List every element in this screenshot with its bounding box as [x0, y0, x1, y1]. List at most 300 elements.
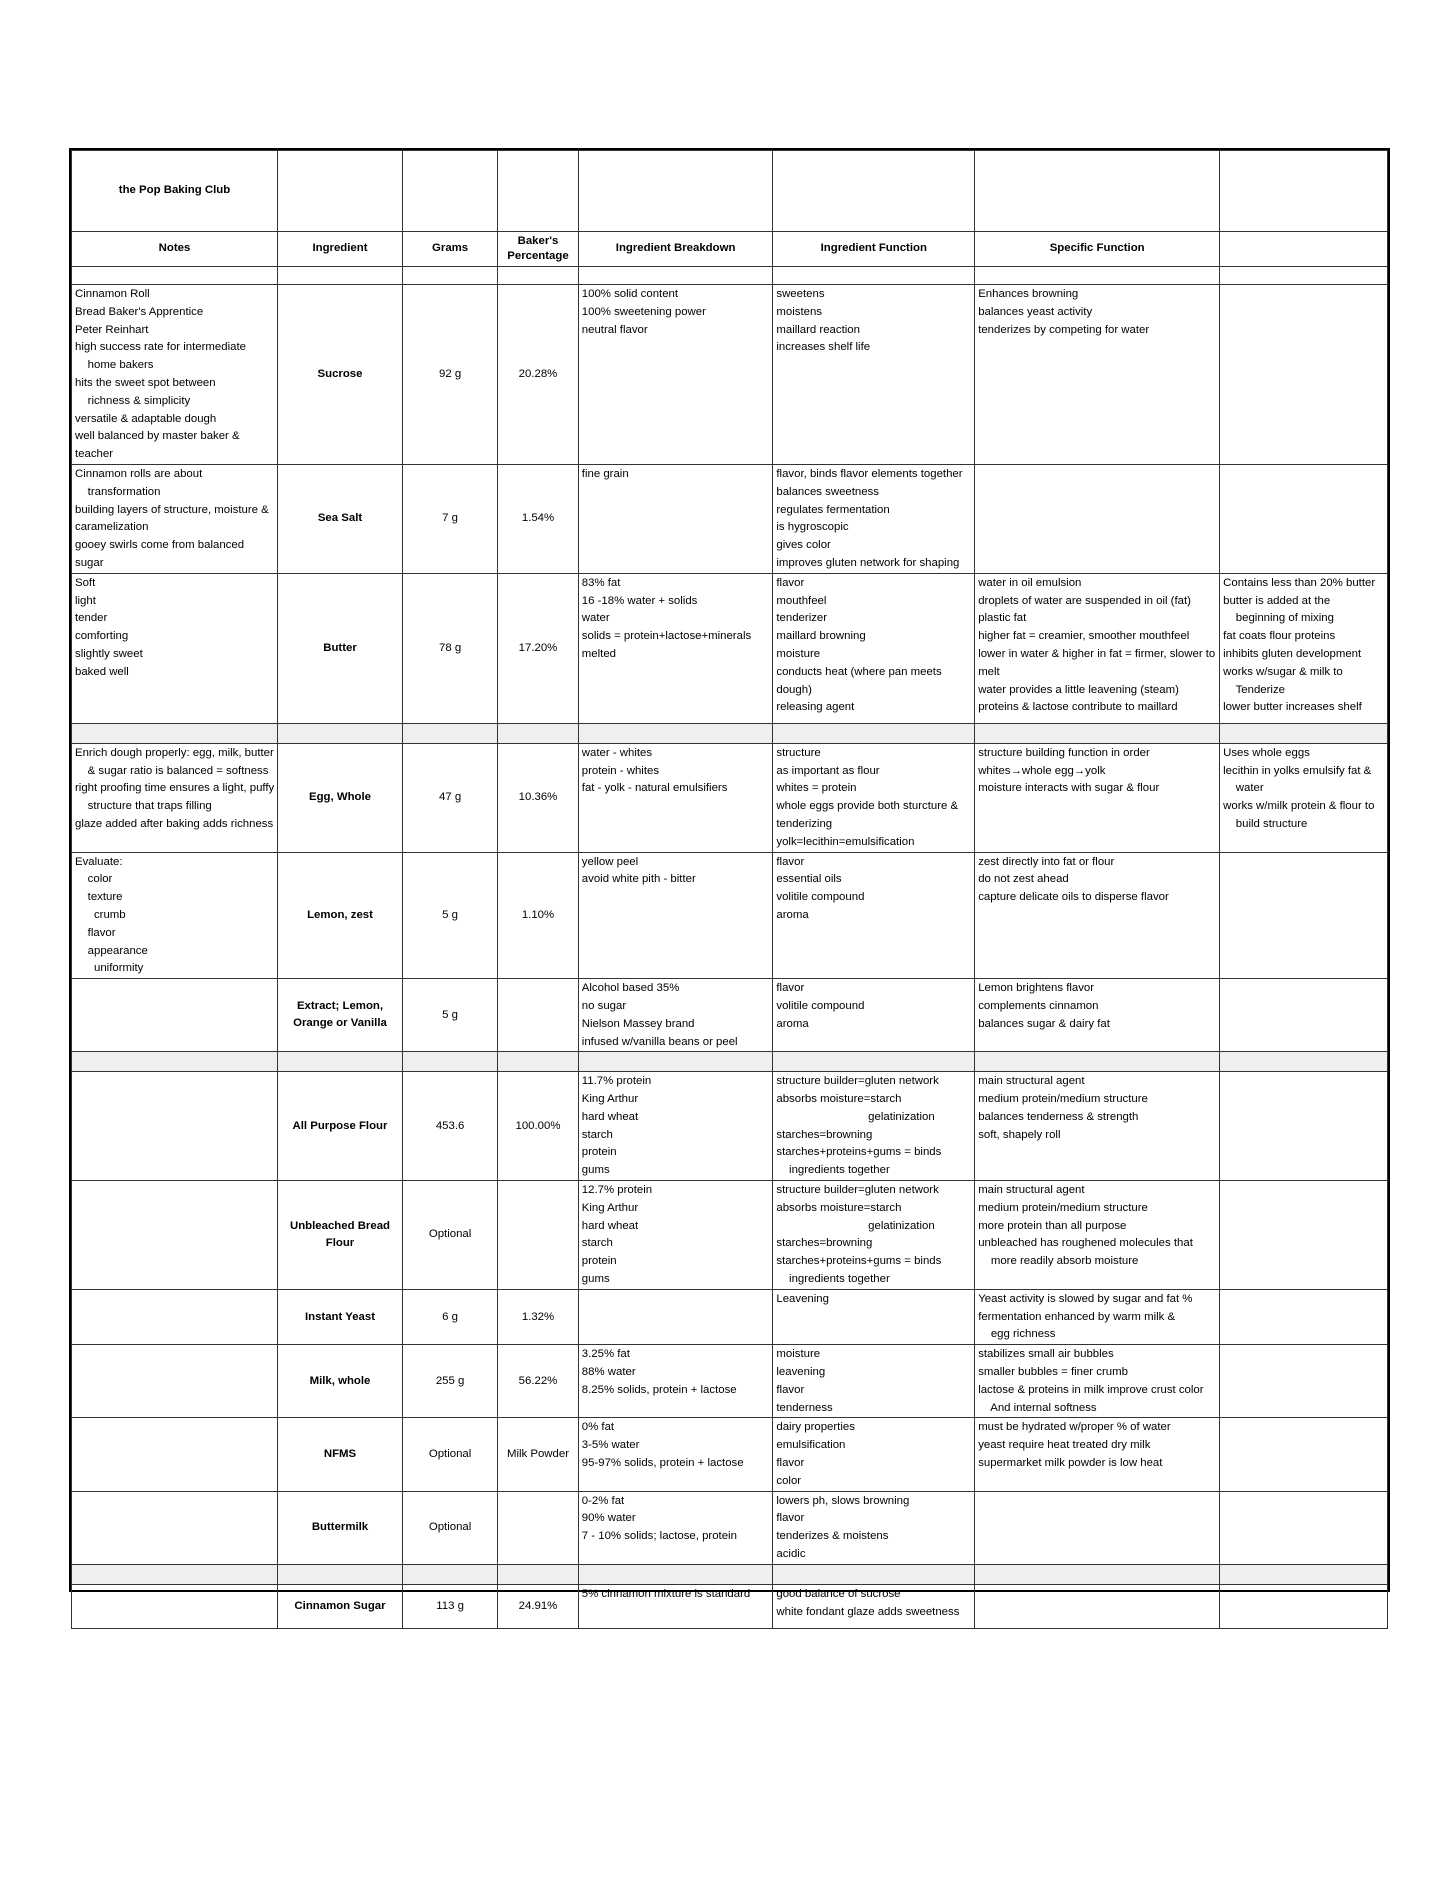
function-cell-line: flavor — [776, 576, 805, 589]
function-cell-line: flavor — [776, 1383, 805, 1396]
function-cell-line: absorbs moisture=starch — [776, 1201, 902, 1214]
notes-cell-line: & sugar ratio is balanced = softness — [75, 764, 269, 777]
function-cell-line: structure builder=gluten network — [776, 1184, 939, 1197]
notes-cell-line: flavor — [75, 926, 116, 939]
function-cell-line: acidic — [776, 1548, 806, 1561]
specific-function-cell-line: water provides a little leavening (steam) — [978, 683, 1179, 696]
specific-function-cell-line: smaller bubbles = finer crumb — [978, 1366, 1128, 1379]
extra-notes-cell — [1220, 979, 1388, 1052]
extra-notes-cell — [1220, 1072, 1388, 1181]
function-cell-line: ingredients together — [776, 1164, 890, 1177]
ingredient-cell: Sea Salt — [277, 464, 402, 573]
breakdown-cell-line: starch — [581, 1237, 613, 1250]
table-row — [72, 573, 1388, 723]
function-cell — [773, 1491, 975, 1564]
bakers-percentage-cell — [498, 979, 579, 1052]
function-cell-line: tenderizing — [776, 817, 833, 830]
notes-cell — [72, 1584, 278, 1628]
notes-cell-line: color — [75, 873, 113, 886]
specific-function-cell — [975, 852, 1220, 979]
specific-function-cell-line: do not zest ahead — [978, 873, 1069, 886]
specific-function-cell — [975, 1491, 1220, 1564]
breakdown-cell-line: 3-5% water — [581, 1439, 640, 1452]
notes-cell-line: Evaluate: — [75, 855, 123, 868]
function-cell-line: yolk=lecithin=emulsification — [776, 835, 915, 848]
bakers-percentage-cell — [498, 1491, 579, 1564]
extra-notes-cell — [1220, 1491, 1388, 1564]
extra-notes-cell — [1220, 1289, 1388, 1344]
notes-cell — [72, 1072, 278, 1181]
specific-function-cell-line: more readily absorb moisture — [978, 1255, 1139, 1268]
extra-notes-cell — [1220, 1418, 1388, 1491]
function-cell-line: increases shelf life — [776, 341, 871, 354]
function-cell-line: regulates fermentation — [776, 503, 890, 516]
bakers-percentage-cell: 20.28% — [498, 285, 579, 465]
function-cell-line: tenderness — [776, 1401, 833, 1414]
ingredient-cell: Unbleached Bread Flour — [277, 1181, 402, 1290]
specific-function-cell-line: main structural agent — [978, 1184, 1085, 1197]
extra-notes-cell — [1220, 1181, 1388, 1290]
function-cell-line: moisture — [776, 1348, 821, 1361]
grams-cell: 92 g — [403, 285, 498, 465]
breakdown-cell — [578, 743, 773, 852]
bakers-percentage-cell: 17.20% — [498, 573, 579, 723]
function-cell-line: whites = protein — [776, 782, 857, 795]
extra-notes-cell-line: inhibits gluten development — [1223, 647, 1362, 660]
function-cell-line: flavor — [776, 1512, 805, 1525]
ingredient-cell: Milk, whole — [277, 1345, 402, 1418]
specific-function-cell-line: higher fat = creamier, smoother mouthfeel — [978, 630, 1190, 643]
function-cell-line: releasing agent — [776, 701, 855, 714]
specific-function-cell-line: egg richness — [978, 1328, 1056, 1341]
grams-cell: 255 g — [403, 1345, 498, 1418]
function-cell — [773, 1072, 975, 1181]
breakdown-cell-line: neutral flavor — [581, 323, 648, 336]
table-row — [72, 852, 1388, 979]
specific-function-cell — [975, 573, 1220, 723]
function-cell-line: essential oils — [776, 873, 842, 886]
header-ingredient-function: Ingredient Function — [773, 232, 975, 267]
function-cell-line: starches+proteins+gums = binds — [776, 1146, 942, 1159]
function-cell-line: tenderizes & moistens — [776, 1530, 889, 1543]
table-row — [72, 1289, 1388, 1344]
specific-function-cell — [975, 1181, 1220, 1290]
notes-cell — [72, 743, 278, 852]
function-cell-line: mouthfeel — [776, 594, 827, 607]
specific-function-cell-line: droplets of water are suspended in oil (fat) — [978, 594, 1191, 607]
breakdown-cell-line: gums — [581, 1164, 610, 1177]
grams-cell: 453.6 — [403, 1072, 498, 1181]
breakdown-cell-line: gums — [581, 1273, 610, 1286]
specific-function-cell-line: plastic fat — [978, 612, 1027, 625]
header-bakers-percentage: Baker's Percentage — [498, 232, 579, 267]
ingredient-cell: Instant Yeast — [277, 1289, 402, 1344]
specific-function-cell-line: stabilizes small air bubbles — [978, 1348, 1114, 1361]
notes-cell-line: Soft — [75, 576, 96, 589]
function-cell-line: flavor — [776, 855, 805, 868]
table-row — [72, 1418, 1388, 1491]
extra-notes-cell — [1220, 573, 1388, 723]
header-blank — [1220, 232, 1388, 267]
breakdown-cell-line: hard wheat — [581, 1110, 639, 1123]
extra-notes-cell-line: Tenderize — [1223, 683, 1285, 696]
extra-notes-cell-line: Uses whole eggs — [1223, 746, 1310, 759]
breakdown-cell — [578, 852, 773, 979]
ingredient-table — [71, 150, 1388, 1629]
breakdown-cell-line: fine grain — [581, 467, 629, 480]
bakers-percentage-cell: 24.91% — [498, 1584, 579, 1628]
ingredient-cell: Egg, Whole — [277, 743, 402, 852]
function-cell-line: white fondant glaze adds sweetness — [776, 1605, 960, 1618]
function-cell-line: maillard reaction — [776, 323, 860, 336]
notes-cell-line: well balanced by master baker & — [75, 430, 240, 443]
notes-cell-line: light — [75, 594, 96, 607]
breakdown-cell — [578, 1345, 773, 1418]
breakdown-cell-line: water - whites — [581, 746, 653, 759]
notes-cell-line: Bread Baker's Apprentice — [75, 305, 204, 318]
bakers-percentage-cell: 1.54% — [498, 464, 579, 573]
grams-cell: Optional — [403, 1181, 498, 1290]
function-cell-line: moisture — [776, 647, 821, 660]
extra-notes-cell-line: works w/milk protein & flour to — [1223, 800, 1375, 813]
extra-notes-cell-line: beginning of mixing — [1223, 612, 1334, 625]
bakers-percentage-cell: Milk Powder — [498, 1418, 579, 1491]
ingredient-cell: Butter — [277, 573, 402, 723]
notes-cell — [72, 285, 278, 465]
ingredient-cell: Extract; Lemon, Orange or Vanilla — [277, 979, 402, 1052]
breakdown-cell — [578, 1584, 773, 1628]
breakdown-cell-line: 90% water — [581, 1512, 636, 1525]
grams-cell: 47 g — [403, 743, 498, 852]
extra-notes-cell-line: build structure — [1223, 817, 1308, 830]
header-notes: Notes — [72, 232, 278, 267]
breakdown-cell-line: 0% fat — [581, 1421, 615, 1434]
breakdown-cell — [578, 573, 773, 723]
specific-function-cell-line: soft, shapely roll — [978, 1128, 1061, 1141]
specific-function-cell-line: Yeast activity is slowed by sugar and fat % — [978, 1292, 1193, 1305]
table-row — [72, 743, 1388, 852]
notes-cell — [72, 1418, 278, 1491]
breakdown-cell-line: 12.7% protein — [581, 1184, 653, 1197]
breakdown-cell — [578, 979, 773, 1052]
breakdown-cell — [578, 1181, 773, 1290]
separator-row — [72, 1564, 1388, 1584]
breakdown-cell-line: protein - whites — [581, 764, 660, 777]
specific-function-cell — [975, 1345, 1220, 1418]
page-title: the Pop Baking Club — [72, 151, 278, 232]
specific-function-cell-line: water in oil emulsion — [978, 576, 1082, 589]
function-cell-line: lowers ph, slows browning — [776, 1494, 910, 1507]
breakdown-cell-line: yellow peel — [581, 855, 639, 868]
notes-cell-line: caramelization — [75, 521, 149, 534]
grams-cell: 7 g — [403, 464, 498, 573]
notes-cell-line: Cinnamon Roll — [75, 288, 150, 300]
breakdown-cell-line: 16 -18% water + solids — [581, 594, 698, 607]
notes-cell — [72, 1345, 278, 1418]
table-row — [72, 1345, 1388, 1418]
function-cell-line: starches=browning — [776, 1237, 873, 1250]
breakdown-cell-line: 0-2% fat — [581, 1494, 625, 1507]
notes-cell-line: texture — [75, 891, 123, 904]
function-cell-line: as important as flour — [776, 764, 880, 777]
specific-function-cell — [975, 1072, 1220, 1181]
title-row — [72, 151, 1388, 232]
function-cell — [773, 1289, 975, 1344]
specific-function-cell-line: capture delicate oils to disperse flavor — [978, 891, 1169, 904]
table-row — [72, 1491, 1388, 1564]
breakdown-cell — [578, 1072, 773, 1181]
notes-cell-line: home bakers — [75, 359, 154, 372]
extra-notes-cell — [1220, 1584, 1388, 1628]
specific-function-cell-line: more protein than all purpose — [978, 1219, 1127, 1232]
function-cell — [773, 285, 975, 465]
notes-cell-line: transformation — [75, 485, 161, 498]
specific-function-cell-line: lactose & proteins in milk improve crust color — [978, 1383, 1204, 1396]
breakdown-cell-line: fat - yolk - natural emulsifiers — [581, 782, 728, 795]
specific-function-cell — [975, 979, 1220, 1052]
extra-notes-cell — [1220, 852, 1388, 979]
separator-row — [72, 723, 1388, 743]
extra-notes-cell-line: works w/sugar & milk to — [1223, 665, 1343, 678]
notes-cell — [72, 1289, 278, 1344]
grams-cell: 5 g — [403, 979, 498, 1052]
spacer-row — [72, 267, 1388, 285]
grams-cell: 5 g — [403, 852, 498, 979]
table-row — [72, 1181, 1388, 1290]
function-cell — [773, 1181, 975, 1290]
notes-cell-line: appearance — [75, 944, 148, 957]
function-cell — [773, 852, 975, 979]
function-cell-line: volitile compound — [776, 891, 865, 904]
function-cell-line: maillard browning — [776, 630, 866, 643]
notes-cell-line: sugar — [75, 556, 104, 569]
function-cell — [773, 1345, 975, 1418]
separator-row — [72, 1052, 1388, 1072]
breakdown-cell-line: starch — [581, 1128, 613, 1141]
header-ingredient: Ingredient — [277, 232, 402, 267]
specific-function-cell-line: medium protein/medium structure — [978, 1093, 1148, 1106]
specific-function-cell-line: moisture interacts with sugar & flour — [978, 782, 1160, 795]
breakdown-cell-line: protein — [581, 1146, 617, 1159]
ingredient-cell: Lemon, zest — [277, 852, 402, 979]
notes-cell-line: structure that traps filling — [75, 800, 212, 813]
function-cell-line: leavening — [776, 1366, 826, 1379]
breakdown-cell-line: protein — [581, 1255, 617, 1268]
function-cell-line: whole eggs provide both sturcture & — [776, 800, 959, 813]
extra-notes-cell-line: Contains less than 20% butter — [1223, 576, 1376, 589]
specific-function-cell-line: tenderizes by competing for water — [978, 323, 1150, 336]
breakdown-cell-line: Alcohol based 35% — [581, 982, 680, 995]
table-row — [72, 1072, 1388, 1181]
notes-cell-line: uniformity — [75, 962, 144, 975]
bakers-percentage-cell — [498, 1181, 579, 1290]
notes-cell-line: right proofing time ensures a light, puffy — [75, 782, 275, 795]
specific-function-cell-line: fermentation enhanced by warm milk & — [978, 1310, 1176, 1323]
table-row — [72, 285, 1388, 465]
breakdown-cell-line: King Arthur — [581, 1201, 639, 1214]
specific-function-cell-line: zest directly into fat or flour — [978, 855, 1115, 868]
bakers-percentage-cell: 100.00% — [498, 1072, 579, 1181]
table-row — [72, 464, 1388, 573]
breakdown-cell-line: water — [581, 612, 610, 625]
breakdown-cell-line: 7 - 10% solids; lactose, protein — [581, 1530, 737, 1543]
header-row — [72, 232, 1388, 267]
specific-function-cell-line: balances yeast activity — [978, 305, 1093, 318]
specific-function-cell-line: Lemon brightens flavor — [978, 982, 1095, 995]
grams-cell: Optional — [403, 1418, 498, 1491]
function-cell — [773, 1584, 975, 1628]
specific-function-cell-line: structure building function in order — [978, 746, 1150, 759]
function-cell-line: structure — [776, 746, 821, 759]
notes-cell-line: Enrich dough properly: egg, milk, butter — [75, 746, 274, 759]
notes-cell-line: crumb — [75, 908, 126, 921]
function-cell-line: ingredients together — [776, 1273, 890, 1286]
function-cell-line: dairy properties — [776, 1421, 855, 1434]
breakdown-cell-line: 100% sweetening power — [581, 305, 706, 318]
function-cell-line: emulsification — [776, 1439, 846, 1452]
notes-cell-line: teacher — [75, 448, 113, 461]
bakers-percentage-cell: 56.22% — [498, 1345, 579, 1418]
specific-function-cell-line: whites→whole egg→yolk — [978, 764, 1106, 777]
specific-function-cell-line: main structural agent — [978, 1075, 1085, 1088]
breakdown-cell-line: avoid white pith - bitter — [581, 873, 696, 886]
notes-cell-line: high success rate for intermediate — [75, 341, 246, 354]
ingredient-cell: Sucrose — [277, 285, 402, 465]
notes-cell — [72, 979, 278, 1052]
function-cell-line: gelatinization — [776, 1110, 935, 1123]
specific-function-cell-line: medium protein/medium structure — [978, 1201, 1148, 1214]
function-cell — [773, 464, 975, 573]
header-grams: Grams — [403, 232, 498, 267]
breakdown-cell-line: 8.25% solids, protein + lactose — [581, 1383, 737, 1396]
specific-function-cell-line: And internal softness — [978, 1401, 1097, 1414]
extra-notes-cell-line: water — [1223, 782, 1264, 795]
notes-cell-line: baked well — [75, 665, 129, 678]
breakdown-cell-line: 83% fat — [581, 576, 621, 589]
function-cell-line: conducts heat (where pan meets — [776, 665, 942, 678]
breakdown-cell-line: melted — [581, 647, 616, 660]
extra-notes-cell-line: lecithin in yolks emulsify fat & — [1223, 764, 1372, 777]
specific-function-cell — [975, 464, 1220, 573]
extra-notes-cell-line: lower butter increases shelf — [1223, 701, 1362, 714]
notes-cell-line: versatile & adaptable dough — [75, 412, 217, 425]
function-cell-line: starches+proteins+gums = binds — [776, 1255, 942, 1268]
ingredient-cell: Cinnamon Sugar — [277, 1584, 402, 1628]
breakdown-cell-line: King Arthur — [581, 1093, 639, 1106]
table-row — [72, 1584, 1388, 1628]
function-cell-line: gelatinization — [776, 1219, 935, 1232]
specific-function-cell-line: yeast require heat treated dry milk — [978, 1439, 1151, 1452]
recipe-spreadsheet — [69, 148, 1390, 1618]
function-cell-line: starches=browning — [776, 1128, 873, 1141]
grams-cell: 6 g — [403, 1289, 498, 1344]
breakdown-cell — [578, 464, 773, 573]
notes-cell-line: building layers of structure, moisture & — [75, 503, 269, 516]
specific-function-cell-line: must be hydrated w/proper % of water — [978, 1421, 1171, 1434]
header-specific-function: Specific Function — [975, 232, 1220, 267]
function-cell — [773, 743, 975, 852]
function-cell-line: good balance of sucrose — [776, 1587, 901, 1600]
ingredient-cell: Buttermilk — [277, 1491, 402, 1564]
header-ingredient-breakdown: Ingredient Breakdown — [578, 232, 773, 267]
breakdown-cell — [578, 1491, 773, 1564]
breakdown-cell-line: 95-97% solids, protein + lactose — [581, 1457, 744, 1470]
function-cell-line: tenderizer — [776, 612, 828, 625]
function-cell — [773, 1418, 975, 1491]
function-cell-line: flavor, binds flavor elements together — [776, 467, 963, 480]
breakdown-cell — [578, 285, 773, 465]
notes-cell — [72, 1491, 278, 1564]
specific-function-cell-line: unbleached has roughened molecules that — [978, 1237, 1193, 1250]
notes-cell — [72, 464, 278, 573]
notes-cell-line: Peter Reinhart — [75, 323, 149, 336]
function-cell-line: dough) — [776, 683, 812, 696]
notes-cell-line: hits the sweet spot between — [75, 376, 216, 389]
specific-function-cell-line: Enhances browning — [978, 288, 1079, 300]
function-cell-line: volitile compound — [776, 999, 865, 1012]
function-cell-line: Leavening — [776, 1292, 829, 1305]
breakdown-cell-line: 3.25% fat — [581, 1348, 630, 1361]
breakdown-cell-line: Nielson Massey brand — [581, 1017, 695, 1030]
function-cell — [773, 573, 975, 723]
bakers-percentage-cell: 10.36% — [498, 743, 579, 852]
specific-function-cell-line: balances sugar & dairy fat — [978, 1017, 1110, 1030]
notes-cell — [72, 1181, 278, 1290]
notes-cell-line: tender — [75, 612, 108, 625]
breakdown-cell-line: hard wheat — [581, 1219, 639, 1232]
specific-function-cell-line: complements cinnamon — [978, 999, 1099, 1012]
function-cell-line: flavor — [776, 1457, 805, 1470]
notes-cell-line: Cinnamon rolls are about — [75, 467, 203, 480]
function-cell-line: structure builder=gluten network — [776, 1075, 939, 1088]
specific-function-cell — [975, 743, 1220, 852]
ingredient-cell: All Purpose Flour — [277, 1072, 402, 1181]
breakdown-cell — [578, 1289, 773, 1344]
notes-cell — [72, 573, 278, 723]
breakdown-cell-line: 88% water — [581, 1366, 636, 1379]
function-cell-line: moistens — [776, 305, 822, 318]
extra-notes-cell — [1220, 285, 1388, 465]
grams-cell: 78 g — [403, 573, 498, 723]
extra-notes-cell — [1220, 1345, 1388, 1418]
bakers-percentage-cell: 1.32% — [498, 1289, 579, 1344]
notes-cell-line: richness & simplicity — [75, 394, 191, 407]
function-cell-line: gives color — [776, 539, 831, 552]
breakdown-cell-line: 100% solid content — [581, 288, 679, 300]
function-cell-line: aroma — [776, 1017, 809, 1030]
function-cell-line: is hygroscopic — [776, 521, 849, 534]
breakdown-cell-line: infused w/vanilla beans or peel — [581, 1035, 738, 1048]
function-cell-line: flavor — [776, 982, 805, 995]
ingredient-cell: NFMS — [277, 1418, 402, 1491]
extra-notes-cell — [1220, 464, 1388, 573]
grams-cell: 113 g — [403, 1584, 498, 1628]
specific-function-cell — [975, 1584, 1220, 1628]
function-cell — [773, 979, 975, 1052]
grams-cell: Optional — [403, 1491, 498, 1564]
bakers-percentage-cell: 1.10% — [498, 852, 579, 979]
function-cell-line: sweetens — [776, 288, 825, 300]
notes-cell-line: slightly sweet — [75, 647, 143, 660]
specific-function-cell — [975, 1418, 1220, 1491]
specific-function-cell-line: balances tenderness & strength — [978, 1110, 1139, 1123]
specific-function-cell — [975, 285, 1220, 465]
notes-cell-line: gooey swirls come from balanced — [75, 539, 245, 552]
breakdown-cell-line: 5% cinnamon mixture is standard — [581, 1587, 751, 1600]
notes-cell-line: comforting — [75, 630, 129, 643]
function-cell-line: balances sweetness — [776, 485, 879, 498]
specific-function-cell-line: melt — [978, 665, 1000, 678]
